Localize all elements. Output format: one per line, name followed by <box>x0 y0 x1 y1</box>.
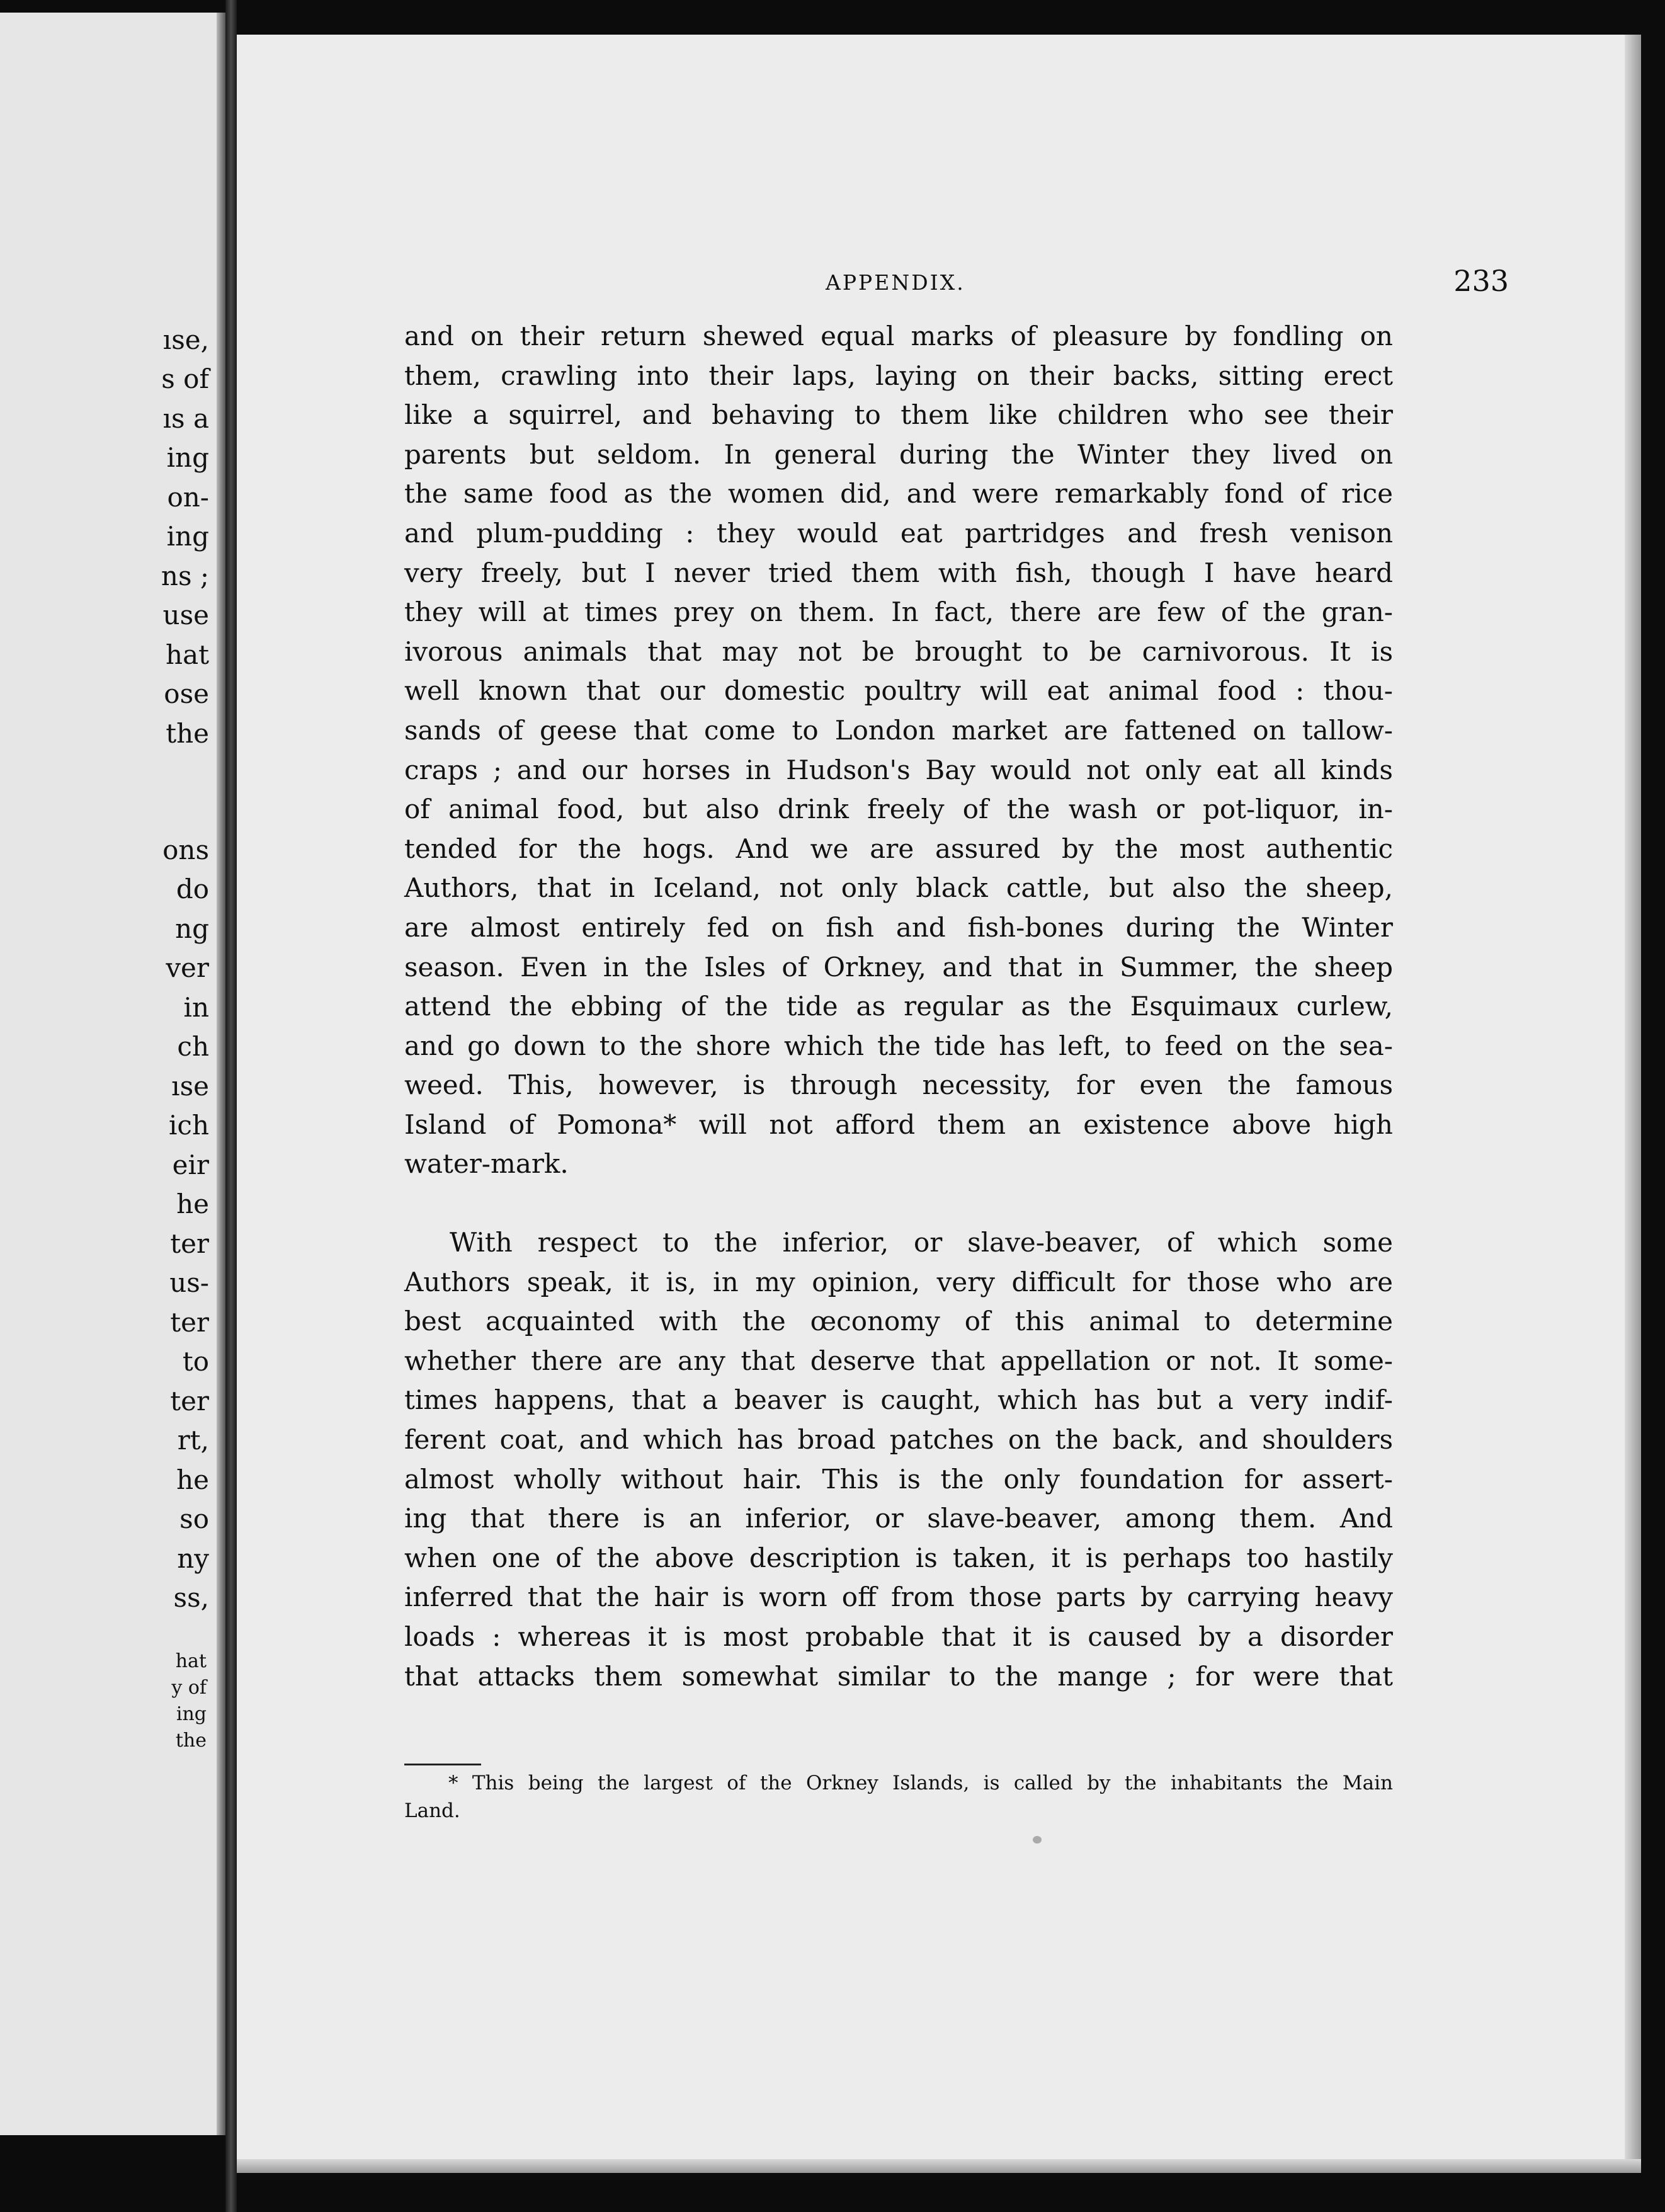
footnote-line: Land. <box>404 1799 460 1822</box>
left-page-footnote-line: the <box>175 1730 207 1752</box>
paragraph-2 <box>404 1223 1393 1696</box>
left-page-line: to <box>182 1346 209 1377</box>
text-line: very freely, but I never tried them with fish, though I have heard <box>404 557 1393 588</box>
text-line: ivorous animals that may not be brought to be carnivorous. It is <box>404 636 1393 667</box>
left-page-footnote-line: y of <box>171 1677 207 1699</box>
left-page-line: ıse, <box>162 324 209 355</box>
body-text <box>404 317 1393 1696</box>
left-page-line: so <box>179 1503 209 1534</box>
text-line: best acquainted with the œconomy of this animal to determine <box>404 1306 1393 1337</box>
paper-speck <box>1033 1836 1042 1844</box>
left-page-line: ıs a <box>162 403 209 434</box>
left-page-line: ns ; <box>161 561 209 591</box>
text-line: craps ; and our horses in Hudson's Bay would not only eat all kinds <box>404 754 1393 785</box>
running-head: APPENDIX. <box>826 270 965 295</box>
text-line: sands of geese that come to London market are fattened on tallow- <box>404 714 1393 746</box>
left-page-line: ıse <box>171 1071 209 1102</box>
left-page-line: he <box>176 1189 209 1219</box>
text-line: of animal food, but also drink freely of the wash or pot-liquor, in- <box>404 794 1393 825</box>
page-number: 233 <box>1453 264 1509 298</box>
text-line: weed. This, however, is through necessity, for even the famous <box>404 1069 1393 1101</box>
text-line: loads : whereas it is most probable that it is caused by a disorder <box>404 1621 1393 1652</box>
left-page-line: in <box>183 992 209 1023</box>
left-page-line: ter <box>170 1386 209 1417</box>
text-line: inferred that the hair is worn off from those parts by carrying heavy <box>404 1582 1393 1613</box>
footnote-line: * This being the largest of the Orkney Islands, is called by the inhabitants the Main <box>448 1772 1393 1794</box>
footnote <box>404 1769 1393 1825</box>
previous-page-fragment <box>0 13 225 2135</box>
left-page-line: ver <box>166 952 209 983</box>
left-page-line: the <box>166 718 209 749</box>
text-line: that attacks them somewhat similar to the mange ; for were that <box>404 1660 1393 1692</box>
left-page-line: rt, <box>177 1425 209 1456</box>
left-page-line: hat <box>166 639 209 670</box>
text-line: Authors, that in Iceland, not only black cattle, but also the sheep, <box>404 872 1393 904</box>
left-page-line: ons <box>162 835 209 865</box>
left-page-line: ter <box>170 1307 209 1338</box>
text-line: whether there are any that deserve that appellation or not. It some- <box>404 1345 1393 1376</box>
text-line: Island of Pomona* will not afford them an existence above high <box>404 1109 1393 1140</box>
left-page-line: ich <box>168 1110 209 1141</box>
text-line: almost wholly without hair. This is the only foundation for assert- <box>404 1463 1393 1495</box>
text-line: well known that our domestic poultry will eat animal food : thou- <box>404 675 1393 707</box>
left-page-line: eir <box>172 1149 209 1180</box>
gutter-shadow <box>217 13 225 2135</box>
text-line: when one of the above description is taken, it is perhaps too hastily <box>404 1542 1393 1573</box>
text-line: season. Even in the Isles of Orkney, and that in Summer, the sheep <box>404 951 1393 983</box>
text-line: them, crawling into their laps, laying on their backs, sitting erect <box>404 360 1393 391</box>
text-line: water-mark. <box>404 1148 569 1180</box>
left-page-line: us- <box>169 1267 209 1298</box>
left-page-line: do <box>176 874 209 904</box>
page-edge-bottom <box>237 2159 1641 2173</box>
text-line: ing that there is an inferior, or slave-beaver, among them. And <box>404 1503 1393 1534</box>
text-line: Authors speak, it is, in my opinion, very difficult for those who are <box>404 1266 1393 1297</box>
left-page-line: use <box>162 600 209 630</box>
left-page-line: ing <box>166 442 209 473</box>
left-page-line: ss, <box>173 1582 209 1613</box>
left-page-line: ter <box>170 1228 209 1259</box>
text-line: and go down to the shore which the tide has left, to feed on the sea- <box>404 1030 1393 1061</box>
left-page-line: ny <box>177 1543 209 1574</box>
text-line: are almost entirely fed on fish and fish-bones during the Winter <box>404 911 1393 943</box>
text-line: tended for the hogs. And we are assured by the most authentic <box>404 833 1393 864</box>
footnote-rule <box>404 1764 481 1765</box>
left-page-line: ng <box>175 913 209 944</box>
book-page <box>237 35 1641 2173</box>
paragraph-gap <box>404 1184 1393 1223</box>
text-line: ferent coat, and which has broad patches on the back, and shoulders <box>404 1424 1393 1456</box>
text-line: With respect to the inferior, or slave-beaver, of which some <box>450 1227 1393 1258</box>
left-page-line: he <box>176 1464 209 1495</box>
text-line: parents but seldom. In general during the Winter they lived on <box>404 438 1393 470</box>
book-binding-seam <box>225 0 237 2212</box>
text-line: the same food as the women did, and were remarkably fond of rice <box>404 478 1393 510</box>
left-page-line: on- <box>167 482 209 513</box>
text-line: like a squirrel, and behaving to them like children who see their <box>404 399 1393 431</box>
left-page-footnote-line: hat <box>175 1650 207 1672</box>
text-line: times happens, that a beaver is caught, which has but a very indif- <box>404 1384 1393 1416</box>
text-line: they will at times prey on them. In fact, there are few of the gran- <box>404 596 1393 628</box>
text-line: and on their return shewed equal marks of pleasure by fondling on <box>404 321 1393 351</box>
left-page-line: ing <box>166 521 209 552</box>
left-page-footnote-line: ing <box>176 1703 207 1725</box>
text-line: and plum-pudding : they would eat partridges and fresh venison <box>404 517 1393 549</box>
left-page-line: s of <box>161 363 209 394</box>
paragraph-1 <box>404 317 1393 1184</box>
page-edge-right <box>1625 35 1641 2173</box>
left-page-line: ch <box>177 1031 209 1062</box>
text-line: attend the ebbing of the tide as regular as the Esquimaux curlew, <box>404 991 1393 1022</box>
left-page-line: ose <box>164 678 209 709</box>
